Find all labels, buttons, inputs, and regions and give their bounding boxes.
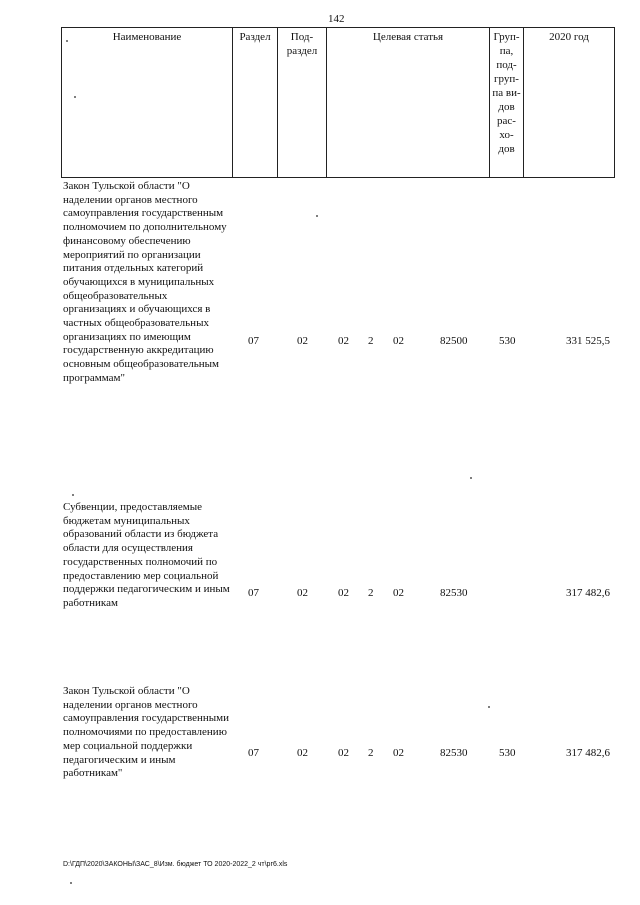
header-section: Раздел <box>233 28 278 178</box>
row-amount: 317 482,6 <box>566 747 610 759</box>
row-section: 07 <box>248 747 259 759</box>
scan-speck <box>470 477 472 479</box>
row-target-3: 02 <box>393 587 404 599</box>
row-target-1: 02 <box>338 747 349 759</box>
scan-speck <box>316 215 318 217</box>
row-section: 07 <box>248 335 259 347</box>
row-target-2: 2 <box>368 747 374 759</box>
header-subsection: Под- раздел <box>278 28 327 178</box>
header-name: Наименование <box>62 28 233 178</box>
row-group: 530 <box>499 747 516 759</box>
row-name: Закон Тульской области "О наделении органов местного самоуправления государственным полномочием по дополнительному финансовому обеспечению мероприятий по организации питания отдельных категорий обучающихся в муниципальных общеобразовательных организациях и обучающихся в частных общеобразовательных организациях по имеющим государственную аккредитацию основным общеобразовательным программам" <box>63 180 227 384</box>
row-target-1: 02 <box>338 335 349 347</box>
header-target: Целевая статья <box>327 28 490 178</box>
row-target-2: 2 <box>368 587 374 599</box>
row-target-1: 02 <box>338 587 349 599</box>
row-name: Закон Тульской области "О наделении органов местного самоуправления государственными полномочиями по предоставлению мер социальной поддержки педагогическим и иным работникам" <box>63 685 229 780</box>
row-amount: 331 525,5 <box>566 335 610 347</box>
row-target-4: 82530 <box>440 587 468 599</box>
header-year: 2020 год <box>524 28 615 178</box>
row-amount: 317 482,6 <box>566 587 610 599</box>
row-target-4: 82530 <box>440 747 468 759</box>
row-subsection: 02 <box>297 587 308 599</box>
scan-speck <box>72 494 74 496</box>
row-target-3: 02 <box>393 335 404 347</box>
row-target-4: 82500 <box>440 335 468 347</box>
scan-speck <box>70 882 72 884</box>
row-subsection: 02 <box>297 335 308 347</box>
header-group: Груп- па, под- груп- па ви- дов рас- хо- дов <box>490 28 524 178</box>
row-section: 07 <box>248 587 259 599</box>
scan-speck <box>66 40 68 42</box>
page-number: 142 <box>328 13 345 25</box>
row-group: 530 <box>499 335 516 347</box>
scan-speck <box>74 96 76 98</box>
row-target-3: 02 <box>393 747 404 759</box>
scan-speck <box>488 706 490 708</box>
row-name: Субвенции, предоставляемые бюджетам муниципальных образований области из бюджета области для осуществления государственных полномочий по предоставлению мер социальной поддержки педагогическим и иным работникам <box>63 501 230 609</box>
file-path-footer: D:\ГДП\2020\ЗАКОНЫ\ЗАС_8\Изм. бюджет ТО 2020-2022_2 чт\рг6.xls <box>63 861 288 868</box>
row-target-2: 2 <box>368 335 374 347</box>
table-header <box>61 27 615 178</box>
row-subsection: 02 <box>297 747 308 759</box>
